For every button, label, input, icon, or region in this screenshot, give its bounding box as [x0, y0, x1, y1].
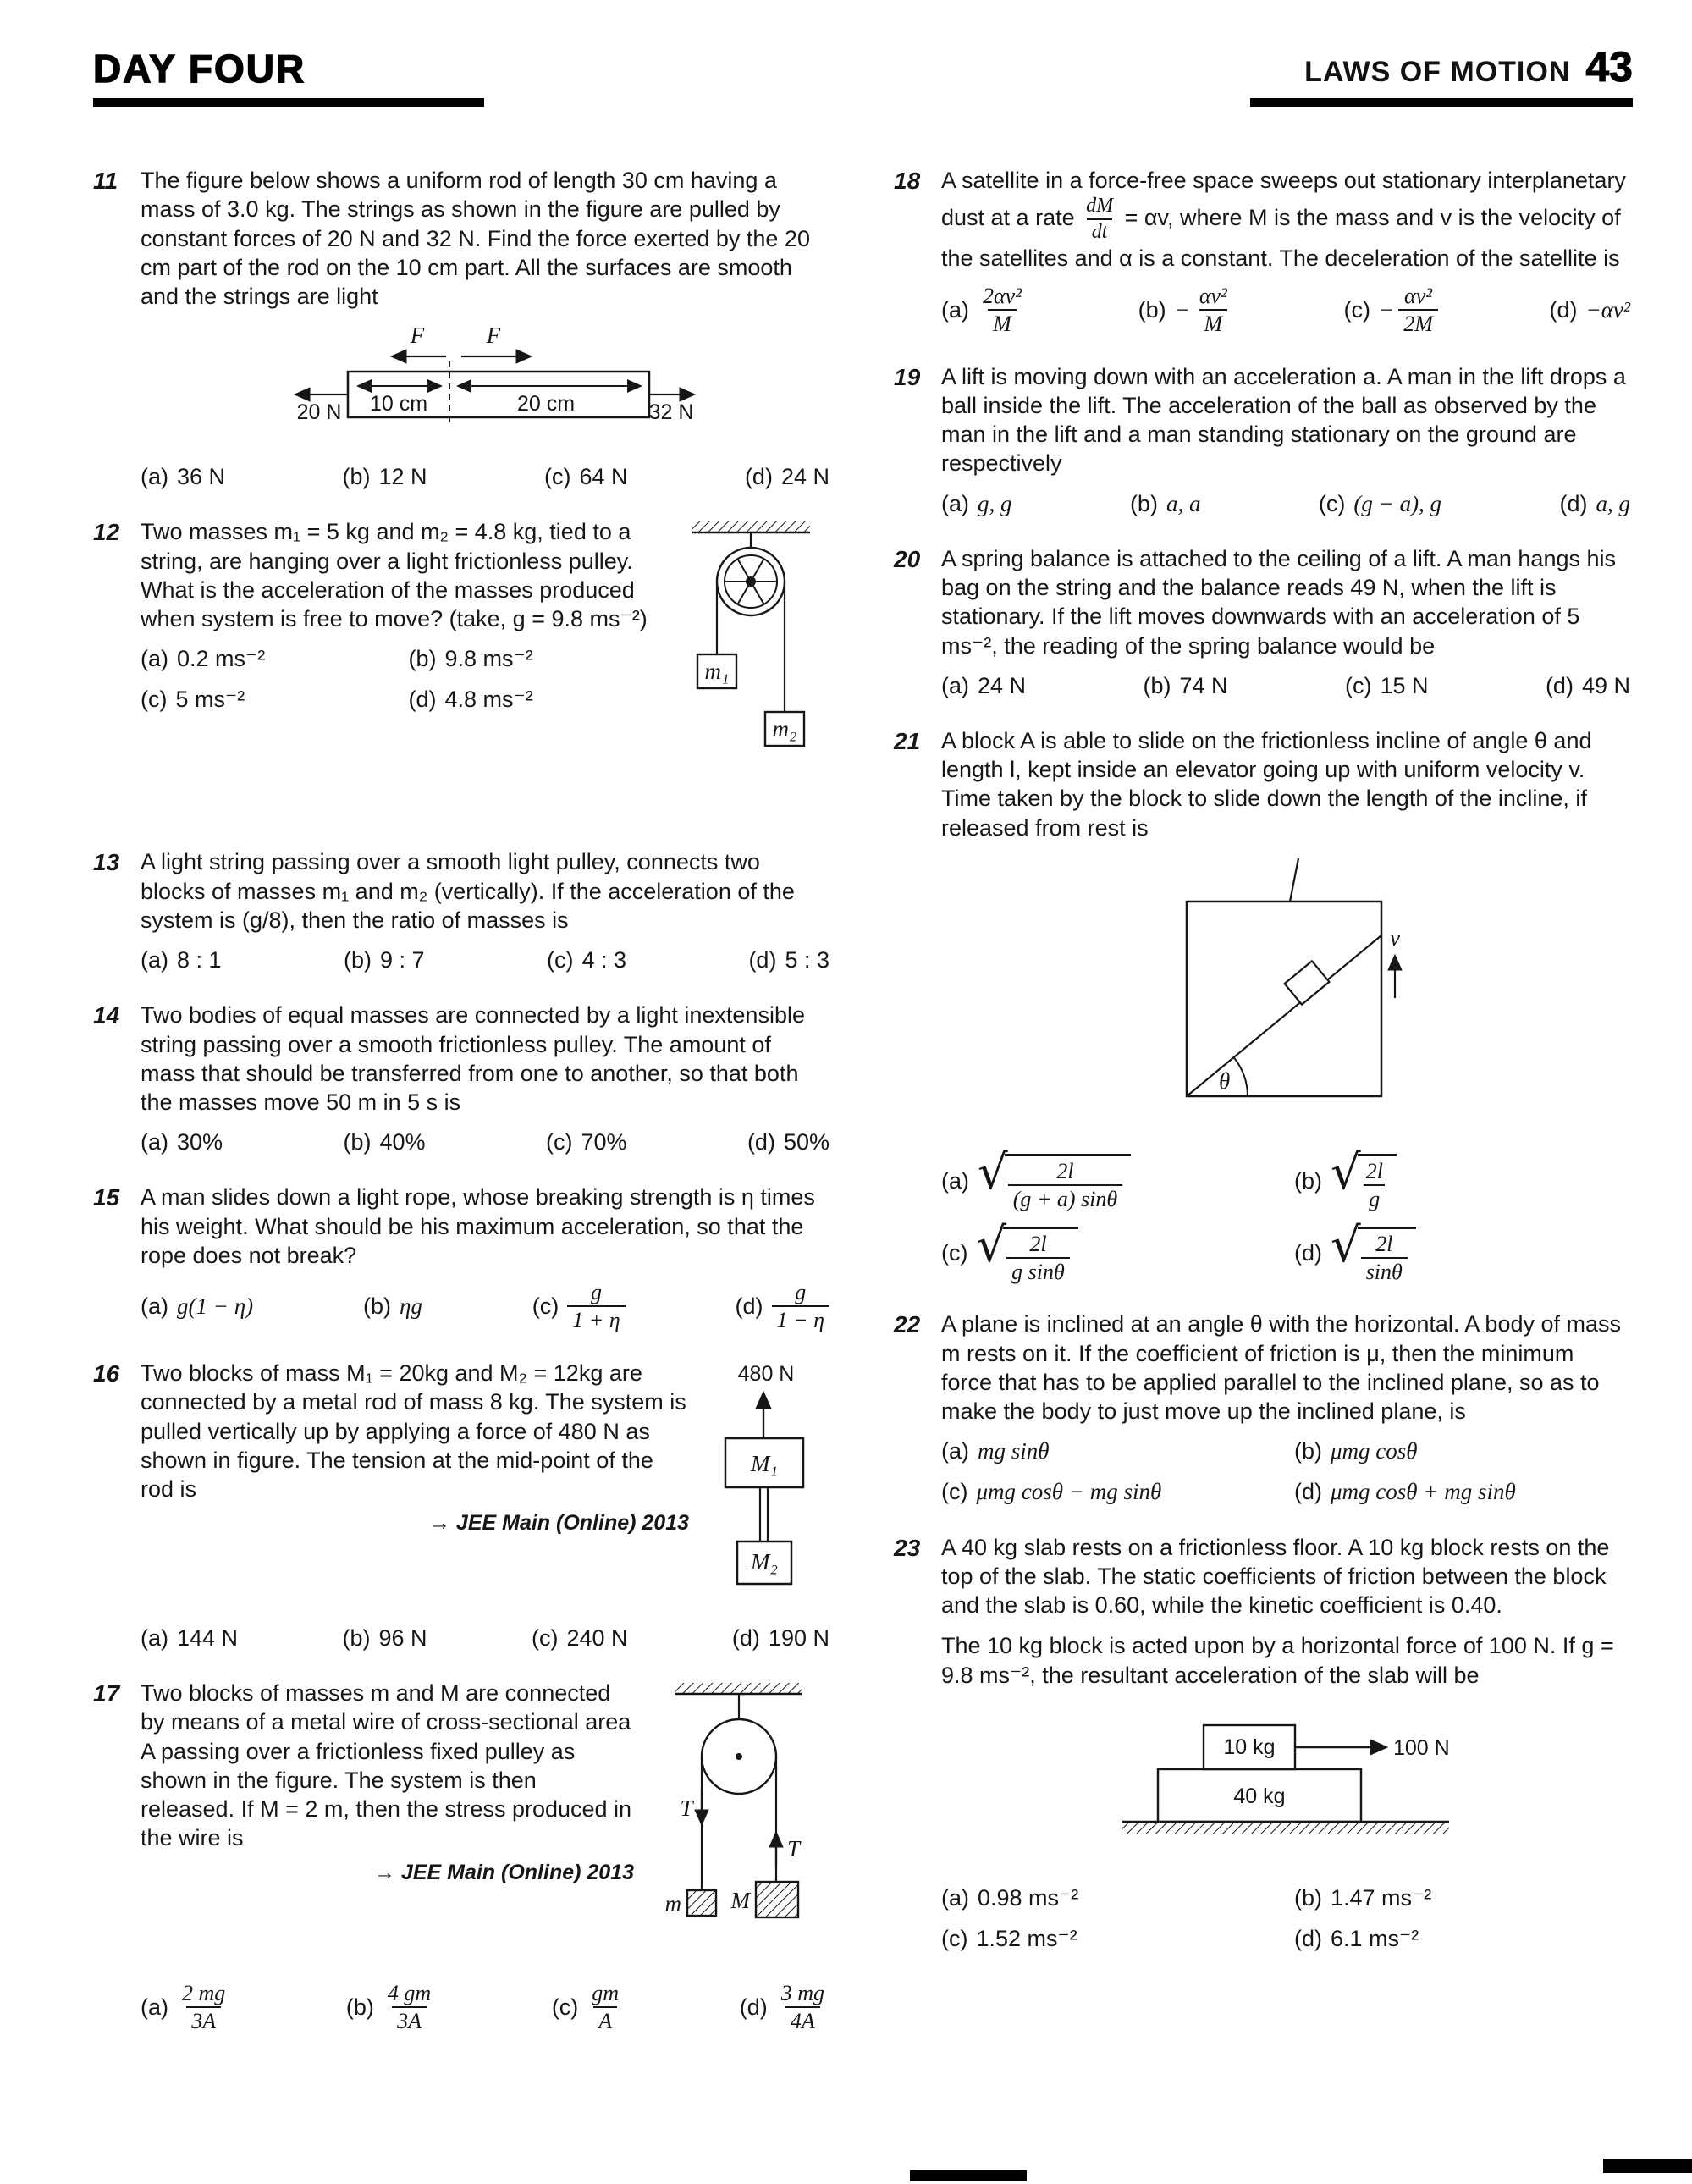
option-value: g(1 − η): [177, 1293, 254, 1320]
page-number: 43: [1585, 43, 1633, 91]
option-label: (d): [735, 1293, 763, 1320]
option-value: 1.52 ms⁻²: [976, 1925, 1077, 1951]
options-grid: [941, 1144, 1630, 1285]
chapter-title: LAWS OF MOTION: [1304, 56, 1571, 88]
option-d: [1550, 284, 1630, 337]
option-label: (b): [1294, 1167, 1322, 1194]
option-value: 40%: [379, 1129, 426, 1155]
figure-pulley-two-masses: [673, 519, 829, 813]
question-15: [93, 1183, 829, 1333]
sqrt-expression: [1331, 1217, 1416, 1285]
question-14: [93, 1001, 829, 1157]
option-b: [363, 1280, 422, 1333]
header-rule-left: [93, 98, 484, 107]
option-label: (b): [342, 1624, 371, 1651]
mass-M2-label: M₂: [751, 1549, 778, 1575]
question-body: [941, 726, 1630, 1285]
radical-sign: √: [978, 1144, 1008, 1200]
force-20N-label: 20 N: [296, 400, 342, 425]
option-d: [732, 1623, 829, 1653]
header-right: [1250, 42, 1633, 107]
question-text: A 40 kg slab rests on a frictionless floor. A 10 kg block rests on the top of the slab. The static coefficients of friction between the block and the slab is 0.60, while the kinetic coefficient is 0.40.: [941, 1534, 1610, 1619]
options-row: [141, 461, 829, 492]
question-number: 17: [93, 1680, 120, 1707]
question-body: [941, 544, 1630, 701]
force-F-right-label: F: [486, 323, 501, 349]
question-18: [894, 166, 1630, 337]
option-a: [941, 284, 1027, 337]
ceiling-hatch: [692, 521, 810, 532]
option-c: [547, 945, 626, 975]
option-label: (c): [543, 464, 571, 490]
question-17: [93, 1679, 829, 2034]
option-a: [941, 1437, 1277, 1467]
question-text: A light string passing over a smooth light pulley, connects two blocks of masses m₁ and m₂ (vertically). If the acceleration of the system is (g/8), then the ratio of masses is: [141, 849, 795, 933]
sqrt-expression: [1331, 1144, 1397, 1212]
option-label: (d): [1294, 1925, 1322, 1951]
option-label: (c): [941, 1925, 968, 1951]
options-row: [141, 945, 829, 975]
option-label: (d): [731, 1624, 760, 1651]
option-c: [532, 1623, 628, 1653]
option-d: [1294, 1217, 1630, 1285]
page-header: [93, 42, 1633, 107]
radical-sign: √: [976, 1217, 1007, 1273]
right-column: [894, 166, 1630, 2060]
options-row: [141, 1981, 829, 2034]
options-grid: [141, 644, 659, 715]
options-row: [141, 1127, 829, 1157]
options-grid: [941, 1437, 1630, 1508]
options-row: [141, 1623, 829, 1653]
option-b: [1294, 1883, 1630, 1913]
option-d: [1294, 1923, 1630, 1954]
segment-20cm-label: 20 cm: [516, 392, 576, 416]
print-artifact: [1603, 2159, 1692, 2173]
option-label: (c): [545, 1129, 573, 1155]
option-label: (b): [1129, 490, 1158, 516]
option-label: (a): [941, 297, 969, 323]
figure-rod-diagram: [273, 323, 697, 451]
option-label: (b): [342, 464, 371, 490]
option-value: 15 N: [1380, 672, 1429, 698]
option-b: [1143, 670, 1227, 701]
option-label: (d): [1549, 297, 1578, 323]
question-number: 19: [894, 363, 921, 390]
option-label: (d): [747, 1129, 775, 1155]
force-480N-label: 480 N: [737, 1362, 795, 1386]
option-value: 96 N: [378, 1624, 427, 1651]
option-value: $\frac{3 mg}{4A}$: [780, 1981, 824, 2033]
question-text-2: The 10 kg block is acted upon by a horizontal force of 100 N. If g = 9.8 ms⁻², the resultant acceleration of the slab will be: [941, 1633, 1614, 1688]
option-label: (b): [1294, 1438, 1322, 1464]
option-value: a, g: [1596, 490, 1630, 516]
question-text: Two bodies of equal masses are connected by a light inextensible string passing over a smooth frictionless pulley. The amount of mass that should be transferred from one to another, so that both the masses move 50 m in 5 s is: [141, 1002, 805, 1116]
option-value: $\frac{g}{1 + \eta}$: [567, 1280, 625, 1333]
option-label: (b): [343, 1129, 372, 1155]
option-value: $\frac{2l}{\sin\theta}$: [1361, 1232, 1408, 1285]
mass-m-box: [687, 1890, 716, 1916]
question-body: [141, 1679, 829, 2034]
header-rule-right: [1250, 98, 1633, 107]
option-label: (a): [141, 1624, 168, 1651]
sqrt-expression: [976, 1217, 1077, 1285]
mass-m2-label: m₂: [772, 716, 797, 742]
option-c: [552, 1981, 624, 2034]
option-label: (c): [1343, 297, 1370, 323]
mass-m1-label: m₁: [704, 659, 730, 685]
option-label: (c): [546, 947, 574, 973]
option-d: [747, 1127, 829, 1157]
options-row: [141, 1280, 829, 1333]
option-b: [343, 1127, 425, 1157]
option-c: [1319, 488, 1441, 519]
option-a: [141, 1280, 253, 1333]
option-label: (d): [744, 464, 773, 490]
left-column: [93, 166, 829, 2060]
option-d: [740, 1981, 829, 2034]
mass-M1-label: M₁: [751, 1451, 778, 1476]
question-number: 13: [93, 849, 120, 876]
ceiling-hatch: [675, 1683, 802, 1694]
option-c: [1343, 284, 1437, 337]
question-number: 22: [894, 1311, 921, 1338]
option-d: [1560, 488, 1631, 519]
option-a: [141, 1623, 238, 1653]
option-b: [1294, 1437, 1630, 1467]
option-label: (a): [941, 672, 969, 698]
option-b: [344, 945, 425, 975]
question-text: Two masses m₁ = 5 kg and m₂ = 4.8 kg, tied to a string, are hanging over a light frictionless pulley. What is the acceleration of the masses produced when system is free to move? (take, g = 9.8 ms⁻²): [141, 519, 648, 632]
radical-sign: √: [1331, 1144, 1361, 1200]
angle-theta-label: θ: [1219, 1067, 1231, 1094]
question-number: 12: [93, 519, 120, 546]
tension-right-label: T: [787, 1836, 801, 1861]
question-number: 16: [93, 1360, 120, 1387]
option-d: [745, 461, 829, 492]
force-100N-label: 100 N: [1393, 1736, 1450, 1760]
option-c: [546, 1127, 627, 1157]
block-A: [1285, 961, 1330, 1004]
question-22: [894, 1310, 1630, 1507]
option-c: [941, 1923, 1277, 1954]
mass-M-label: M: [730, 1888, 750, 1913]
option-value: $\frac{\text{2αv²}}{M}$: [983, 283, 1022, 336]
option-value: 8 : 1: [177, 947, 222, 973]
question-text: A man slides down a light rope, whose breaking strength is η times his weight. What should be his maximum acceleration, so that the rope does not break?: [141, 1184, 815, 1268]
option-a: [941, 1144, 1277, 1212]
question-body: [941, 362, 1630, 519]
option-value: 50%: [783, 1129, 829, 1155]
option-label: (b): [343, 947, 372, 973]
option-label: (a): [141, 947, 168, 973]
question-body: [141, 517, 829, 822]
option-value: $\frac{2 mg}{3A}$: [182, 1981, 226, 2033]
option-label: (c): [532, 1293, 559, 1320]
option-value: 24 N: [978, 672, 1027, 698]
option-label: (a): [141, 1994, 168, 2021]
option-value: g, g: [978, 490, 1012, 516]
fraction: $\frac{dM}{dt}$: [1086, 195, 1114, 243]
option-b: [346, 1981, 436, 2034]
option-b: [342, 461, 427, 492]
question-source: → JEE Main (Online) 2013: [373, 1860, 634, 1884]
option-a: [941, 488, 1012, 519]
option-label: (c): [141, 687, 168, 713]
figure-pulley-wire: [648, 1680, 829, 1972]
option-value: 0.98 ms⁻²: [978, 1884, 1079, 1911]
question-13: [93, 847, 829, 975]
option-value: μmg cosθ − mg sinθ: [976, 1479, 1162, 1505]
question-number: 18: [894, 168, 921, 194]
option-d: [736, 1280, 829, 1333]
mass-M-box: [756, 1882, 798, 1917]
option-a: [941, 670, 1026, 701]
option-value: $\frac{2l}{(g + a) \sin\theta}$: [1008, 1159, 1122, 1212]
option-label: (b): [1294, 1884, 1322, 1911]
options-grid: [941, 1883, 1630, 1954]
option-value: 9 : 7: [379, 947, 425, 973]
option-label: (c): [1344, 672, 1372, 698]
option-label: (c): [1318, 490, 1346, 516]
option-label: (a): [941, 1167, 969, 1194]
question-12: [93, 517, 829, 822]
header-left: [93, 46, 484, 107]
option-value: 30%: [177, 1129, 223, 1155]
question-text: A satellite in a force-free space sweeps out stationary interplanetary dust at a rate $\frac{dM}{dt}$ = αv, where M is the mass and v is the velocity of the satellites and α is a constant. The deceleration of the satellite is: [941, 168, 1626, 272]
question-body: [141, 1001, 829, 1157]
option-value: $\frac{gm}{A}$: [592, 1981, 620, 2033]
figure-slab-block: [1104, 1703, 1468, 1872]
option-label: (b): [345, 1994, 374, 2021]
question-number: 15: [93, 1184, 120, 1211]
option-c: [544, 461, 628, 492]
options-row: [941, 488, 1630, 519]
option-c: [1345, 670, 1429, 701]
figure-blocks-rod: [703, 1360, 829, 1614]
option-value: a, a: [1166, 490, 1201, 516]
question-21: [894, 726, 1630, 1285]
option-label: (d): [748, 947, 777, 973]
question-23: [894, 1533, 1630, 1954]
question-11: [93, 166, 829, 492]
question-number: 11: [93, 168, 118, 194]
cable-line: [1290, 858, 1298, 902]
option-label: (a): [941, 490, 969, 516]
option-value: (g − a), g: [1353, 490, 1442, 516]
option-value: ηg: [399, 1293, 422, 1320]
question-text: A spring balance is attached to the ceiling of a lift. A man hangs his bag on the string and the balance reads 49 N, when the lift is stationary. If the lift moves downwards with an acceleration of 5 ms⁻², the reading of the spring balance would be: [941, 545, 1617, 659]
option-label: (c): [551, 1994, 579, 2021]
option-value: 36 N: [177, 464, 226, 490]
question-text: Two blocks of masses m and M are connected by means of a metal wire of cross-sectional area A passing over a frictionless fixed pulley as shown in the figure. The system is then released. If M = 2 m, then the stress produced in the wire is: [141, 1680, 632, 1851]
option-value: $\frac{g}{1 - \eta}$: [772, 1280, 829, 1333]
segment-10cm-label: 10 cm: [369, 392, 428, 416]
block-10kg-label: 10 kg: [1223, 1735, 1276, 1759]
option-b: [1138, 284, 1232, 337]
floor-hatch: [1122, 1823, 1449, 1834]
option-value: 4 : 3: [581, 947, 626, 973]
option-label: (b): [362, 1293, 391, 1320]
option-d: [409, 685, 660, 715]
option-value: 190 N: [768, 1624, 829, 1651]
option-value: − $\frac{\text{αv²}}{2M}$: [1379, 284, 1438, 337]
option-value: mg sinθ: [978, 1438, 1050, 1464]
question-body: [941, 1310, 1630, 1507]
option-value: 5 ms⁻²: [175, 687, 245, 713]
question-body: [941, 166, 1630, 337]
force-F-left-label: F: [410, 323, 425, 349]
option-label: (c): [531, 1624, 559, 1651]
option-label: (d): [1294, 1479, 1322, 1505]
option-d: [1546, 670, 1630, 701]
question-19: [894, 362, 1630, 519]
option-label: (a): [141, 646, 168, 672]
option-value: 12 N: [378, 464, 427, 490]
options-row: [941, 670, 1630, 701]
option-label: (c): [941, 1240, 968, 1266]
option-value: 24 N: [780, 464, 829, 490]
option-value: 5 : 3: [785, 947, 829, 973]
radical-sign: √: [1331, 1217, 1361, 1273]
option-label: (b): [1143, 672, 1171, 698]
option-label: (a): [941, 1438, 969, 1464]
question-body: [141, 166, 829, 492]
option-b: [342, 1623, 427, 1653]
question-20: [894, 544, 1630, 701]
option-label: (a): [941, 1884, 969, 1911]
option-value: − $\frac{\text{αv²}}{M}$: [1174, 283, 1227, 336]
option-value: $\frac{4 gm}{3A}$: [387, 1981, 432, 2033]
option-b: [1130, 488, 1201, 519]
option-value: 9.8 ms⁻²: [444, 646, 533, 672]
option-a: [141, 644, 392, 675]
force-32N-label: 32 N: [648, 400, 694, 425]
incline-line: [1187, 935, 1381, 1096]
question-body: [141, 847, 829, 975]
question-text: A plane is inclined at an angle θ with the horizontal. A body of mass m rests on it. If the coefficient of friction is μ, then the minimum force that has to be applied parallel to the inclined plane, so as to make the body to just move up the inclined plane, is: [941, 1311, 1622, 1425]
option-value: 240 N: [566, 1624, 628, 1651]
option-d: [748, 945, 829, 975]
option-label: (a): [141, 1293, 168, 1320]
option-c: [532, 1280, 626, 1333]
option-b: [1294, 1144, 1630, 1212]
print-artifact: [910, 2170, 1027, 2181]
option-label: (a): [141, 464, 168, 490]
question-number: 20: [894, 545, 921, 572]
option-value: 0.2 ms⁻²: [177, 646, 266, 672]
question-number: 14: [93, 1002, 120, 1029]
option-a: [941, 1883, 1277, 1913]
chapter-line: [1250, 42, 1633, 91]
elevator-box: [1187, 902, 1381, 1096]
option-value: $\frac{2l}{g}$: [1361, 1159, 1388, 1212]
option-value: 49 N: [1581, 672, 1630, 698]
option-value: 6.1 ms⁻²: [1331, 1925, 1419, 1951]
option-a: [141, 1981, 230, 2034]
question-text: A lift is moving down with an acceleration a. A man in the lift drops a ball inside the lift. The acceleration of the ball as observed by the man in the lift and a man standing stationary on the ground are respectively: [941, 363, 1626, 477]
question-text: Two blocks of mass M₁ = 20kg and M₂ = 12kg are connected by a metal rod of mass 8 kg. The system is pulled vertically up by applying a force of 480 N as shown in figure. The tension at the mid-point of the rod is: [141, 1360, 686, 1503]
question-text: A block A is able to slide on the frictionless incline of angle θ and length l, kept inside an elevator going up with uniform velocity v. Time taken by the block to slide down the length of the incline, if released from rest is: [941, 727, 1592, 841]
option-label: (d): [1559, 490, 1588, 516]
option-d: [1294, 1477, 1630, 1508]
option-value: −αv²: [1585, 297, 1630, 323]
question-number: 23: [894, 1534, 921, 1561]
velocity-v-label: v: [1390, 924, 1400, 951]
option-value: 70%: [581, 1129, 627, 1155]
option-label: (b): [1138, 297, 1166, 323]
option-value: $\frac{2l}{\text{g sinθ}}$: [1006, 1232, 1070, 1285]
options-row: [941, 284, 1630, 337]
tension-left-label: T: [680, 1795, 693, 1821]
question-body: [141, 1183, 829, 1333]
question-text: The figure below shows a uniform rod of length 30 cm having a mass of 3.0 kg. The strings as shown in the figure are pulled by constant forces of 20 N and 32 N. Find the force exerted by the 20 cm part of the rod on the 10 cm part. All the surfaces are smooth and the strings are light: [141, 168, 810, 310]
option-value: μmg cosθ + mg sinθ: [1331, 1479, 1516, 1505]
slab-40kg-label: 40 kg: [1233, 1784, 1286, 1808]
option-b: [409, 644, 660, 675]
figure-elevator-incline: [1146, 856, 1425, 1139]
option-label: (d): [1294, 1240, 1322, 1266]
question-number: 21: [894, 727, 921, 754]
mass-m-label: m: [664, 1891, 681, 1917]
option-c: [941, 1477, 1277, 1508]
two-column-layout: [93, 166, 1633, 2060]
option-a: [141, 945, 222, 975]
sqrt-expression: [978, 1144, 1131, 1212]
option-c: [941, 1217, 1277, 1285]
option-value: 64 N: [579, 464, 628, 490]
option-label: (d): [739, 1994, 768, 2021]
option-value: 1.47 ms⁻²: [1331, 1884, 1432, 1911]
option-value: 4.8 ms⁻²: [444, 687, 533, 713]
question-body: [141, 1359, 829, 1653]
option-a: [141, 1127, 223, 1157]
option-label: (c): [941, 1479, 968, 1505]
question-source: → JEE Main (Online) 2013: [428, 1511, 689, 1536]
option-c: [141, 685, 392, 715]
option-label: (d): [1545, 672, 1574, 698]
option-a: [141, 461, 225, 492]
question-16: [93, 1359, 829, 1653]
question-body: [941, 1533, 1630, 1954]
option-label: (d): [408, 687, 437, 713]
option-value: 144 N: [177, 1624, 239, 1651]
option-label: (b): [408, 646, 437, 672]
option-value: 74 N: [1179, 672, 1228, 698]
day-title: DAY FOUR: [93, 47, 306, 91]
option-value: μmg cosθ: [1331, 1438, 1418, 1464]
option-label: (a): [141, 1129, 168, 1155]
